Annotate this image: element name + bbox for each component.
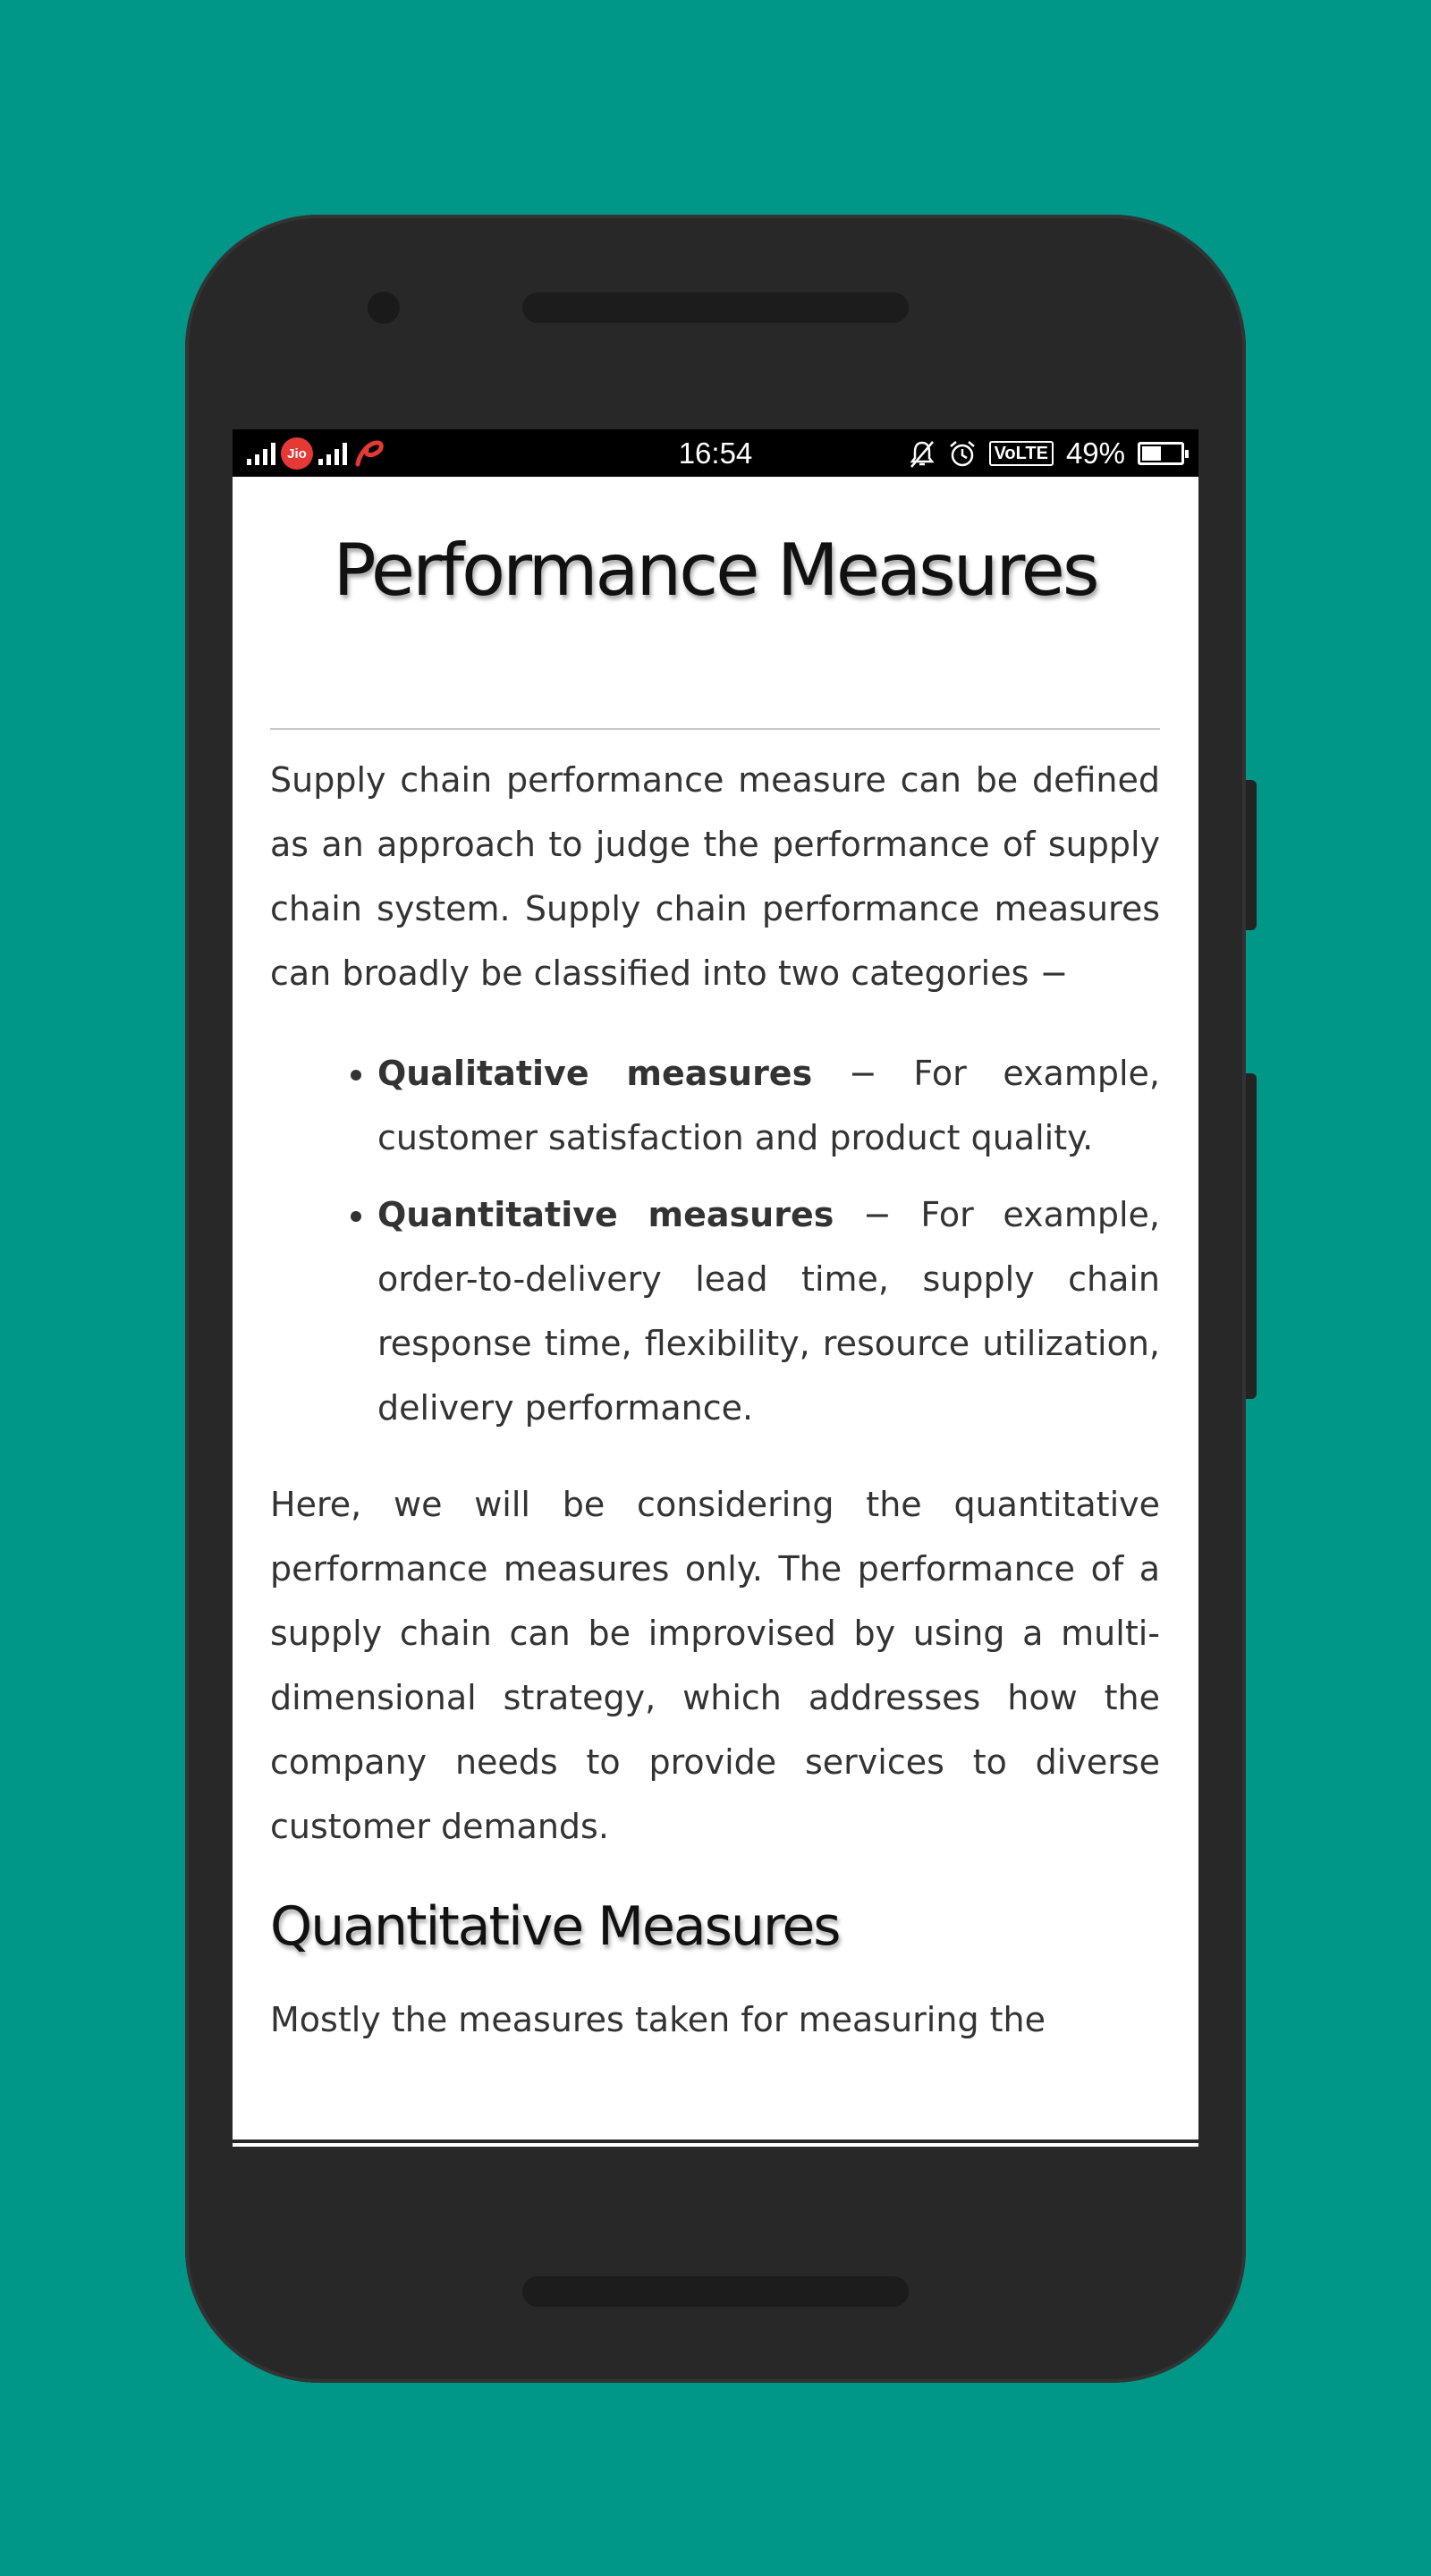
list-item — [377, 1041, 1160, 1170]
volte-icon: VoLTE — [989, 441, 1054, 466]
list-item-text: − For example, customer satisfaction and product quality. — [377, 1054, 1160, 1157]
jio-icon: Jio — [281, 437, 313, 470]
status-time: 16:54 — [678, 436, 753, 470]
list-item-term: Qualitative measures — [377, 1054, 813, 1093]
article-content — [270, 479, 1160, 2052]
battery-percent: 49% — [1065, 436, 1125, 470]
power-button — [1246, 780, 1257, 930]
phone-screen — [233, 429, 1198, 2147]
alarm-icon — [948, 439, 977, 468]
body-paragraph: Here, we will be considering the quantitative performance measures only. The performance of a supply chain can be improvised by using a multi-dimensional strategy, which addresses how the company needs to provide services to diverse customer demands. — [270, 1485, 1160, 1846]
bottom-speaker — [522, 2276, 909, 2307]
battery-fill — [1142, 446, 1161, 461]
volume-button — [1246, 1073, 1257, 1399]
status-right — [909, 437, 1184, 470]
battery-icon — [1138, 442, 1184, 465]
list-item-text: − For example, order-to-delivery lead time, supply chain response time, flexibility, resource utilization, delivery performance. — [377, 1195, 1161, 1428]
intro-paragraph: Supply chain performance measure can be defined as an approach to judge the performance of supply chain system. Supply chain performance measures can broadly be classified into two categories − — [270, 760, 1160, 993]
page-title: Performance Measures — [333, 529, 1097, 612]
title-divider — [270, 728, 1160, 730]
measures-list — [270, 1041, 1160, 1440]
section-title: Quantitative Measures — [270, 1895, 840, 1958]
body-paragraph: Mostly the measures taken for measuring the — [270, 2000, 1046, 2039]
list-item-term: Quantitative measures — [377, 1195, 834, 1234]
list-item — [377, 1182, 1160, 1440]
mute-icon — [909, 439, 936, 468]
front-camera — [368, 292, 400, 324]
screen-bottom-edge — [233, 2137, 1198, 2143]
earpiece-speaker — [522, 292, 909, 323]
status-bar — [233, 429, 1198, 479]
